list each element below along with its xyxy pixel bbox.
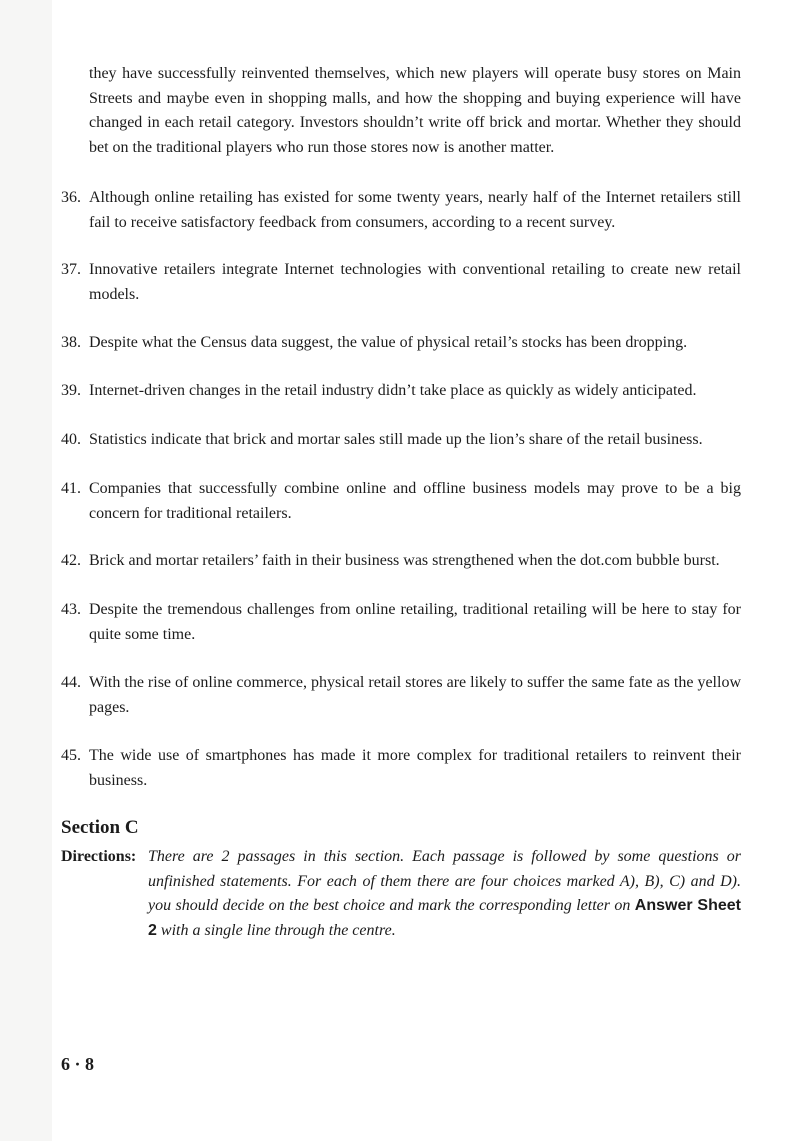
statement-text: Brick and mortar retailers’ faith in their business was strengthened when the dot.com bubble burst. xyxy=(89,552,720,569)
directions-label: Directions: xyxy=(61,848,137,865)
statement-number: 43. xyxy=(61,601,81,618)
statement-number: 44. xyxy=(61,674,81,691)
directions-text xyxy=(148,845,741,943)
statement-44 xyxy=(61,671,741,720)
statement-41 xyxy=(61,477,741,526)
statement-text: Statistics indicate that brick and mortar sales still made up the lion’s share of the retail business. xyxy=(89,431,703,448)
statement-number: 42. xyxy=(61,552,81,569)
page-number: 6 · 8 xyxy=(61,1054,95,1074)
statement-text: Internet-driven changes in the retail industry didn’t take place as quickly as widely anticipated. xyxy=(89,382,697,399)
statement-number: 39. xyxy=(61,382,81,399)
page-edge-shadow xyxy=(0,0,52,1141)
answer-sheet-label: Answer Sheet 2 xyxy=(148,897,741,939)
statement-42 xyxy=(61,549,741,574)
statement-text: Despite the tremendous challenges from online retailing, traditional retailing will be here to stay for quite some time. xyxy=(89,601,741,643)
statement-number: 36. xyxy=(61,189,81,206)
statement-38 xyxy=(61,331,741,356)
statement-number: 38. xyxy=(61,334,81,351)
section-title: Section C xyxy=(61,817,139,838)
directions-text-after: with a single line through the centre. xyxy=(156,921,396,939)
statement-number: 40. xyxy=(61,431,81,448)
statement-text: With the rise of online commerce, physical retail stores are likely to suffer the same fate as the yellow pages. xyxy=(89,674,741,716)
statement-text: Companies that successfully combine online and offline business models may prove to be a big concern for traditional retailers. xyxy=(89,480,741,522)
statement-39 xyxy=(61,379,741,404)
directions-text-before: There are 2 passages in this section. Each passage is followed by some questions or unfinished statements. For each of them there are four choices marked A), B), C) and D). you should decide on the best choice and mark the corresponding letter on xyxy=(148,848,741,914)
statement-37 xyxy=(61,258,741,307)
passage-ending-paragraph: they have successfully reinvented themselves, which new players will operate busy stores on Main Streets and maybe even in shopping malls, and how the shopping and buying experience will have changed in each retail category. Investors shouldn’t write off brick and mortar. Whether they should bet on the traditional players who run those stores now is another matter. xyxy=(89,65,741,156)
statement-text: Innovative retailers integrate Internet technologies with conventional retailing to create new retail models. xyxy=(89,261,741,303)
statement-text: The wide use of smartphones has made it more complex for traditional retailers to reinvent their business. xyxy=(89,747,741,789)
statement-text: Although online retailing has existed for some twenty years, nearly half of the Internet retailers still fail to receive satisfactory feedback from consumers, according to a recent survey. xyxy=(89,189,741,231)
statement-text: Despite what the Census data suggest, the value of physical retail’s stocks has been dropping. xyxy=(89,334,688,351)
statement-36 xyxy=(61,186,741,235)
statement-number: 41. xyxy=(61,480,81,497)
statement-45 xyxy=(61,744,741,793)
statement-number: 37. xyxy=(61,261,81,278)
statement-43 xyxy=(61,598,741,647)
statement-40 xyxy=(61,428,741,453)
statement-number: 45. xyxy=(61,747,81,764)
